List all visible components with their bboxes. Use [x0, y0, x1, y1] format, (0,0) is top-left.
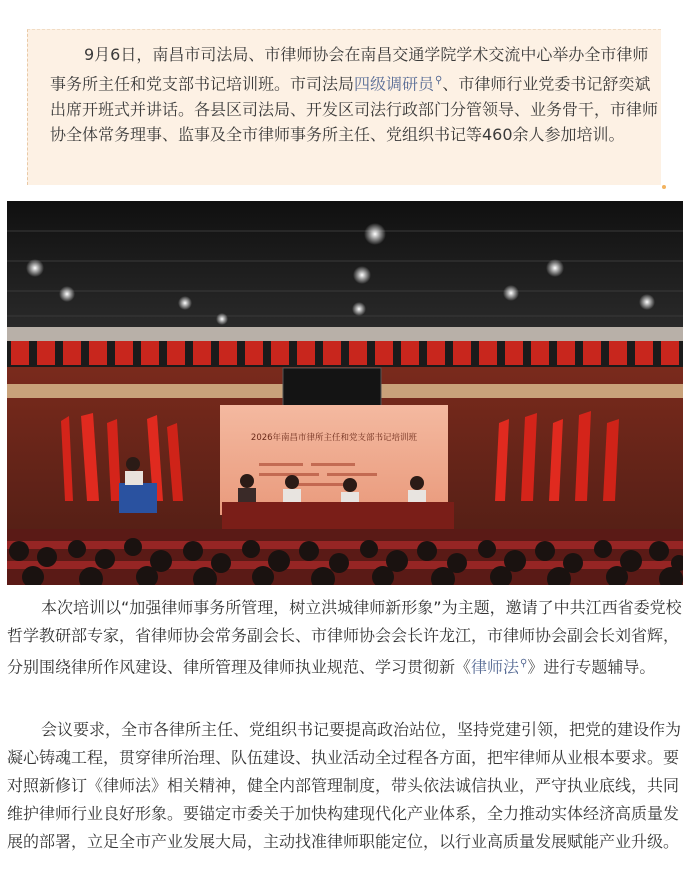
search-icon[interactable]: ⚲ [435, 74, 443, 86]
para2-text: 会议要求，全市各律所主任、党组织书记要提高政治站位，坚持党建引领，把党的建设作为凝心铸魂工程，贯穿律所治理、队伍建设、执业活动全过程各方面，把牢律师从业根本要求。要对照新修订《律师法》相关精神，健全内部管理制度，带头依法诚信执业，严守执业底线，共同维护律师行业良好形象。要锚定市委关于加快构建现代化产业体系，全力推动实体经济高质量发展的部署，立足全市产业发展大局，主动找准律师职能定位，以行业高质量发展赋能产业升级。 [7, 720, 682, 851]
search-icon[interactable]: ⚲ [520, 658, 528, 669]
intro-text-part2: 、市律师行业党委书记舒奕斌出席开班式并讲话。各县区司法局、开发区司法行政部门分管领导、业务骨干，市律师协全体常务理事、监事及全市律师事务所主任、党组织书记等460余人参加培训。 [50, 73, 659, 145]
intro-paragraph [50, 42, 660, 148]
meeting-photo [7, 201, 683, 585]
link-lawyers-law[interactable]: 律师法 [471, 657, 520, 677]
para1-text-part2: 》进行专题辅导。 [527, 657, 656, 677]
body-paragraph-topic [7, 594, 683, 681]
link-investigator[interactable]: 四级调研员 [354, 73, 435, 93]
intro-text-part1: 9月6日，南昌市司法局、市律师协会在南昌交通学院学术交流中心举办全市律师事务所主任和党支部书记培训班。市司法局 [50, 45, 649, 93]
para1-text-part1: 本次培训以“加强律师事务所管理，树立洪城律师新形象”为主题，邀请了中共江西省委党校哲学教研部专家，省律师协会常务副会长、市律师协会会长许龙江，市律师协会副会长刘省辉，分别围绕律所作风建设、律所管理及律师执业规范、学习贯彻新《 [7, 598, 682, 677]
decorative-dot [662, 185, 666, 189]
banner-title: 2026年南昌市律所主任和党支部书记培训班 [250, 433, 418, 443]
body-paragraph-requirements [7, 716, 683, 856]
